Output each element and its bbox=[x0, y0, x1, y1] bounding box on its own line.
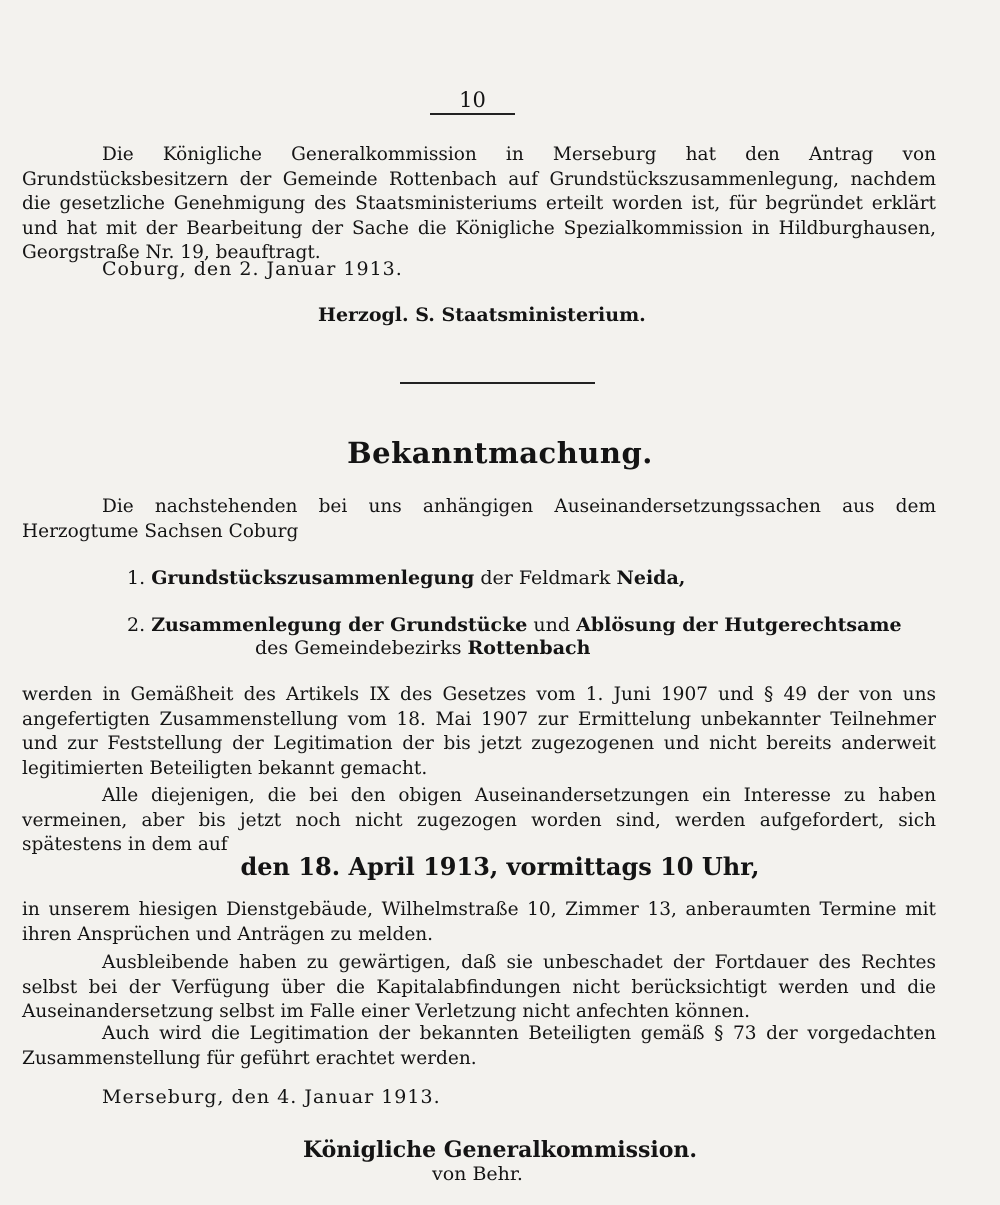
announcement-2-para-4: Ausbleibende haben zu gewärtigen, daß sie unbeschadet der Fortdauer des Rechtes selbst bei der Verfügung über die Kapitalabfindungen nicht berücksichtigt werden und die Auseinandersetzung selbst im Falle einer Verletzung nicht anfechten können. bbox=[22, 952, 936, 1022]
item-number: 2. bbox=[127, 614, 146, 636]
announcement-2-para-5: Auch wird die Legitimation der bekannten Beteiligten gemäß § 73 der vorgedachten Zusammenstellung für geführt erachtet werden. bbox=[22, 1023, 936, 1069]
item-text: und bbox=[533, 614, 571, 636]
item-sub-place: Rottenbach bbox=[467, 637, 591, 659]
item-sub-text: des Gemeindebezirks bbox=[255, 637, 462, 659]
announcement-2-para-3: in unserem hiesigen Dienstgebäude, Wilhelmstraße 10, Zimmer 13, anberaumten Termine mit ihren Ansprüchen und Anträgen zu melden. bbox=[22, 899, 936, 945]
divider bbox=[400, 382, 595, 384]
announcement-1-place-date: Coburg, den 2. Januar 1913. bbox=[102, 258, 403, 280]
list-item-sub bbox=[255, 637, 590, 659]
item-title: Zusammenlegung der Grundstücke bbox=[151, 614, 528, 636]
announcement-1-signature: Herzogl. S. Staatsministerium. bbox=[318, 304, 646, 326]
list-item bbox=[127, 614, 902, 636]
item-title: Grundstückszusammenlegung bbox=[151, 567, 475, 589]
announcement-1-text: Die Königliche Generalkommission in Merseburg hat den Antrag von Grundstücksbesitzern der Gemeinde Rottenbach auf Grundstückszusammenlegung, nachdem die gesetzliche Genehmigung des Staatsministeriums erteilt worden ist, für begründet erklärt und hat mit der Bearbeitung der Sache die Königliche Spezialkommission in Hildburghausen, Georgstraße Nr. 19, beauftragt. bbox=[22, 144, 936, 263]
announcement-title: Bekanntmachung. bbox=[347, 436, 653, 470]
announcement-2-place-date: Merseburg, den 4. Januar 1913. bbox=[102, 1086, 441, 1108]
item-text: der Feldmark bbox=[480, 567, 611, 589]
announcement-2-signature: Königliche Generalkommission. bbox=[302, 1137, 698, 1163]
item-title-2: Ablösung der Hutgerechtsame bbox=[576, 614, 902, 636]
announcement-2-para-2: Alle diejenigen, die bei den obigen Auseinandersetzungen ein Interesse zu haben vermeinen, aber bis jetzt noch nicht zugezogen worden sind, werden aufgefordert, sich spätestens in dem auf bbox=[22, 785, 936, 855]
deadline: den 18. April 1913, vormittags 10 Uhr, bbox=[240, 852, 760, 881]
announcement-2-intro: Die nachstehenden bei uns anhängigen Auseinandersetzungssachen aus dem Herzogtume Sachsen Coburg bbox=[22, 496, 936, 542]
item-place: Neida, bbox=[616, 567, 686, 589]
item-number: 1. bbox=[127, 567, 146, 589]
announcement-2-para-1: werden in Gemäßheit des Artikels IX des Gesetzes vom 1. Juni 1907 und § 49 der von uns angefertigten Zusammenstellung vom 18. Mai 1907 zur Ermittelung unbekannter Teilnehmer und zur Feststellung der Legitimation der bis jetzt zugezogenen und nicht bereits anderweit legitimierten Beteiligten bekannt gemacht. bbox=[22, 684, 936, 779]
announcement-2-signatory: von Behr. bbox=[432, 1163, 523, 1185]
list-item bbox=[127, 567, 685, 589]
page-number: 10 bbox=[430, 88, 515, 115]
